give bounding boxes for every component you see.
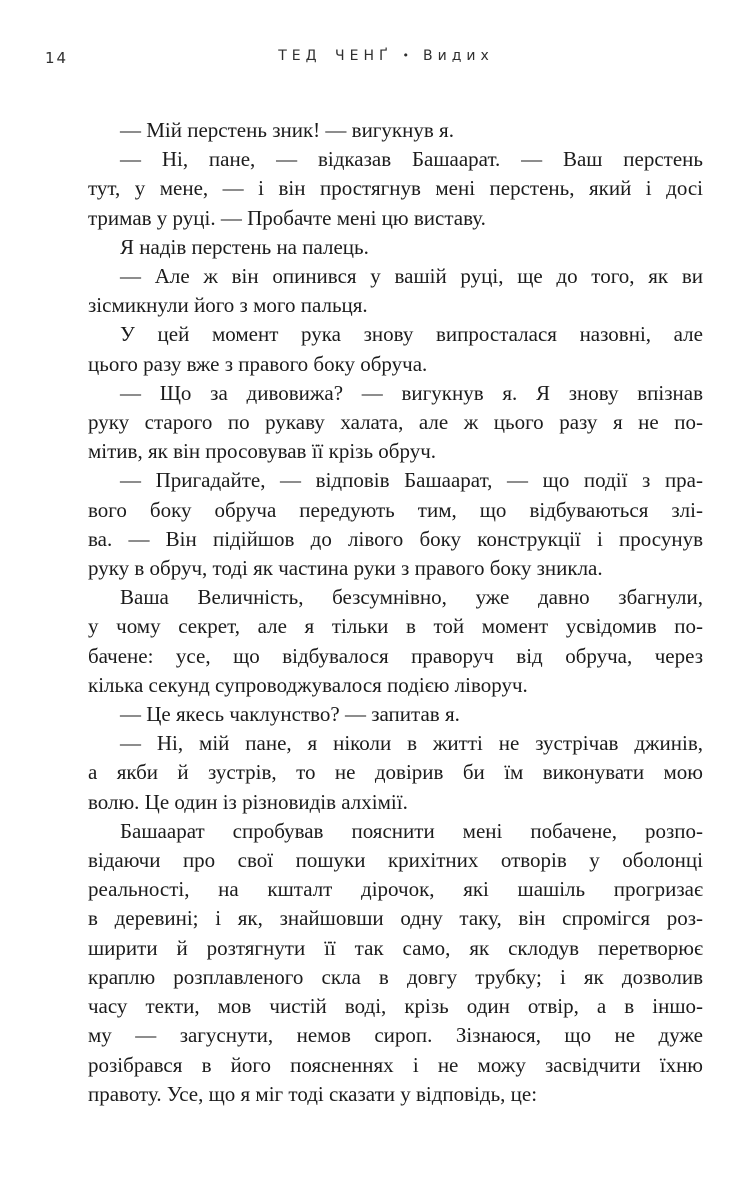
text-line: відаючи про свої пошуки крихітних отворів у оболонці bbox=[88, 848, 703, 873]
text-line: краплю розплавленого скла в довгу трубку; і як дозволив bbox=[88, 964, 703, 989]
text-line: руку старого по рукаву халата, але ж цього разу я не по- bbox=[88, 410, 703, 435]
text-line: зісмикнули його з мого пальця. bbox=[88, 293, 368, 318]
text-line: руку в обруч, тоді як частина руки з правого боку зникла. bbox=[88, 556, 603, 581]
text-line: правоту. Усе, що я міг тоді сказати у відповідь, це: bbox=[88, 1081, 538, 1106]
text-line: Я надів перстень на палець. bbox=[120, 234, 369, 259]
running-header bbox=[0, 47, 756, 67]
text-line: реальності, на кшталт дірочок, які шашіль прогризає bbox=[88, 877, 703, 902]
text-line: ширити й розтягнути її так само, як склодув перетворює bbox=[88, 935, 703, 960]
page-number: 14 bbox=[45, 49, 69, 67]
text-line: а якби й зустрів, то не довірив би їм виконувати мою bbox=[88, 760, 703, 785]
text-line: — Але ж він опинився у вашій руці, ще до того, як ви bbox=[120, 264, 703, 289]
paragraph bbox=[88, 700, 703, 729]
text-line: в деревині; і як, знайшовши одну таку, він спромігся роз- bbox=[88, 906, 703, 931]
paragraph bbox=[88, 262, 703, 320]
text-line: — Мій перстень зник! — вигукнув я. bbox=[120, 118, 454, 142]
text-line: розібрався в його поясненнях і не можу засвідчити їхню bbox=[88, 1052, 703, 1077]
text-line: У цей момент рука знову випросталася назовні, але bbox=[120, 322, 703, 347]
text-line: у чому секрет, але я тільки в той момент усвідомив по- bbox=[88, 614, 703, 639]
text-line: ва. — Він підійшов до лівого боку конструкції і просунув bbox=[88, 526, 703, 551]
paragraph bbox=[88, 116, 703, 145]
text-line: — Пригадайте, — відповів Башаарат, — що події з пра- bbox=[120, 468, 703, 493]
text-line: бачене: усе, що відбувалося праворуч від обруча, через bbox=[88, 643, 703, 668]
text-line: кілька секунд супроводжувалося подією ліворуч. bbox=[88, 672, 528, 697]
text-line: мітив, як він просовував її крізь обруч. bbox=[88, 439, 437, 464]
separator-dot-icon: • bbox=[402, 49, 410, 62]
text-line: — Що за дивовижа? — вигукнув я. Я знову впізнав bbox=[120, 380, 703, 405]
paragraph bbox=[88, 583, 703, 700]
text-line: — Ні, пане, — відказав Башаарат. — Ваш перстень bbox=[120, 147, 703, 172]
text-line: тут, у мене, — і він простягнув мені перстень, який і досі bbox=[88, 176, 703, 201]
text-line: волю. Це один із різновидів алхімії. bbox=[88, 789, 408, 814]
text-line: цього разу вже з правого боку обруча. bbox=[88, 351, 428, 376]
page-body bbox=[88, 116, 703, 1109]
book-title: Видих bbox=[423, 48, 494, 64]
paragraph bbox=[88, 320, 703, 378]
author-name: ТЕД ЧЕНҐ bbox=[278, 48, 393, 64]
paragraph bbox=[88, 817, 703, 1109]
text-line: му — загуснути, немов сироп. Зізнаюся, що не дуже bbox=[88, 1023, 703, 1048]
paragraph bbox=[88, 379, 703, 467]
paragraph bbox=[88, 466, 703, 583]
text-line: Башаарат спробував пояснити мені побачене, розпо- bbox=[120, 818, 703, 843]
paragraph bbox=[88, 145, 703, 233]
paragraph bbox=[88, 233, 703, 262]
text-line: вого боку обруча передують тим, що відбуваються злі- bbox=[88, 497, 703, 522]
text-line: часу текти, мов чистій воді, крізь один отвір, а в іншо- bbox=[88, 994, 703, 1019]
paragraph bbox=[88, 729, 703, 817]
text-line: — Це якесь чаклунство? — запитав я. bbox=[120, 702, 460, 727]
text-line: — Ні, мій пане, я ніколи в житті не зустрічав джинів, bbox=[120, 731, 703, 756]
text-line: Ваша Величність, безсумнівно, уже давно збагнули, bbox=[120, 585, 703, 610]
running-title bbox=[278, 48, 494, 64]
text-line: тримав у руці. — Пробачте мені цю виставу. bbox=[88, 205, 486, 230]
